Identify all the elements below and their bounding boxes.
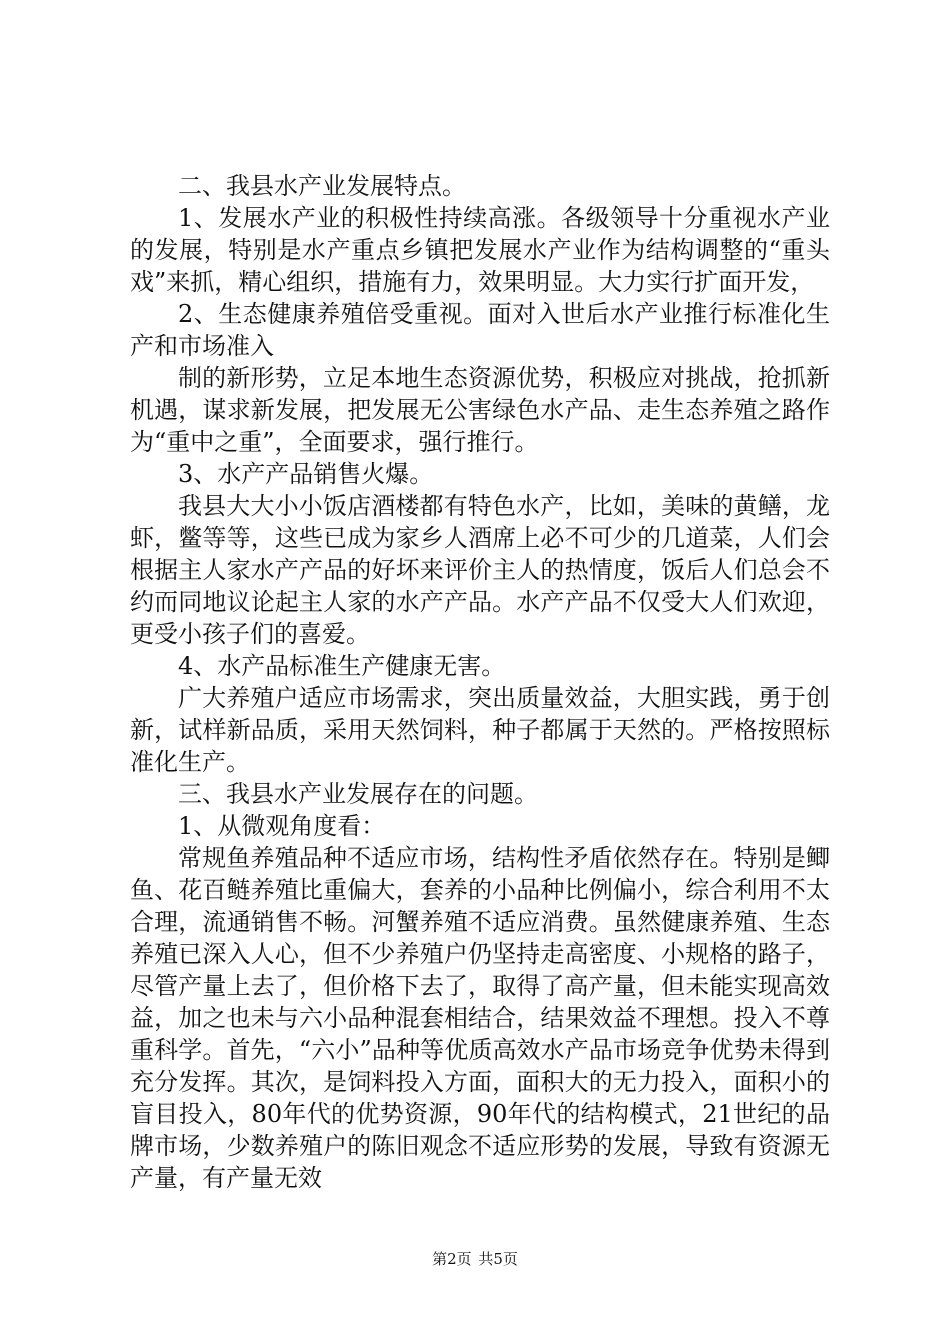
paragraph: 1、从微观角度看： xyxy=(178,812,386,840)
paragraph: 1、发展水产业的积极性持续高涨。各级领导十分重视水产业的发展，特别是水产重点乡镇把发展水产业作为结构调整的“重头戏”来抓，精心组织，措施有力，效果明显。大力实行扩面开发， xyxy=(130,204,830,296)
paragraph: 常规鱼养殖品种不适应市场，结构性矛盾依然存在。特别是鲫鱼、花百鲢养殖比重偏大，套养的小品种比例偏小，综合利用不太合理，流通销售不畅。河蟹养殖不适应消费。虽然健康养殖、生态养殖已深入人心，但不少养殖户仍坚持走高密度、小规格的路子，尽管产量上去了，但价格下去了，取得了高产量，但未能实现高效益，加之也未与六小品种混套相结合，结果效益不理想。投入不尊重科学。首先，“六小”品种等优质高效水产品市场竞争优势未得到充分发挥。其次，是饲料投入方面，面积大的无力投入，面积小的盲目投入，80年代的优势资源，90年代的结构模式，21世纪的品牌市场，少数养殖户的陈旧观念不适应形势的发展，导致有资源无产量，有产量无效 xyxy=(130,844,830,1192)
paragraph: 4、水产品标准生产健康无害。 xyxy=(178,652,506,680)
document-body xyxy=(130,170,830,1194)
page-number: 第2页 xyxy=(432,1250,472,1268)
paragraph: 2、生态健康养殖倍受重视。面对入世后水产业推行标准化生产和市场准入 xyxy=(130,300,830,360)
page-total: 共5页 xyxy=(478,1250,518,1268)
section-heading-2: 二、我县水产业发展特点。 xyxy=(178,172,466,200)
paragraph: 广大养殖户适应市场需求，突出质量效益，大胆实践，勇于创新，试样新品质，采用天然饲料，种子都属于天然的。严格按照标准化生产。 xyxy=(130,684,830,776)
page-footer xyxy=(0,1248,950,1269)
paragraph: 我县大大小小饭店酒楼都有特色水产，比如，美味的黄鳝，龙虾，鳖等等，这些已成为家乡人酒席上必不可少的几道菜，人们会根据主人家水产产品的好坏来评价主人的热情度，饭后人们总会不约而同地议论起主人家的水产产品。水产产品不仅受大人们欢迎，更受小孩子们的喜爱。 xyxy=(130,492,830,648)
section-heading-3: 三、我县水产业发展存在的问题。 xyxy=(178,780,538,808)
paragraph: 制的新形势，立足本地生态资源优势，积极应对挑战，抢抓新机遇，谋求新发展，把发展无公害绿色水产品、走生态养殖之路作为“重中之重”，全面要求，强行推行。 xyxy=(130,364,830,456)
paragraph: 3、水产产品销售火爆。 xyxy=(178,460,434,488)
